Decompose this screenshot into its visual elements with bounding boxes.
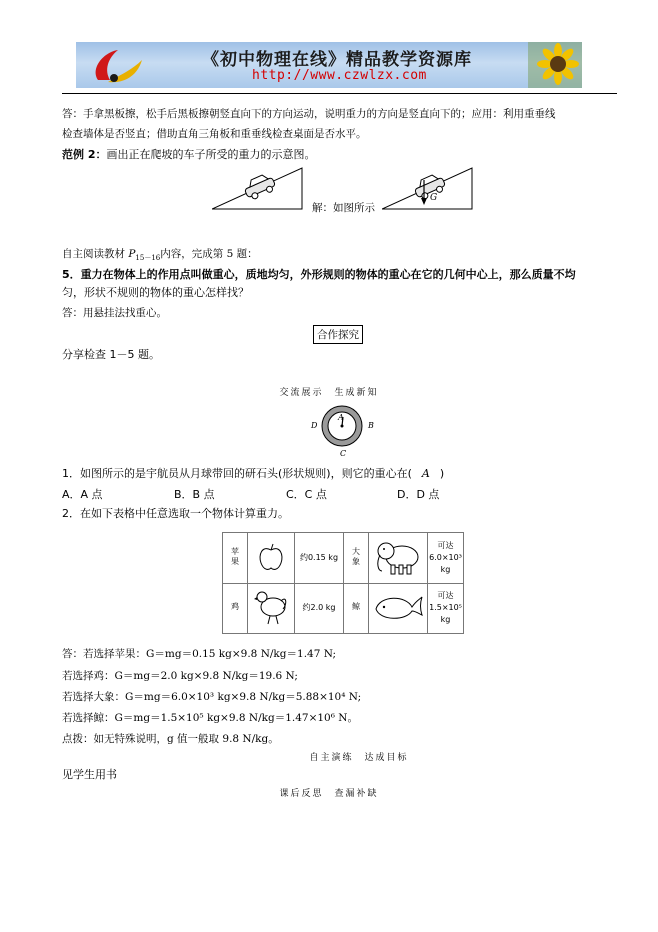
banner-url[interactable]: http://www.czwlzx.com	[252, 68, 427, 83]
coop-heading: 合作探究	[313, 325, 363, 344]
section-reflection: 课后反思 查漏补缺	[279, 789, 379, 799]
whale-icon	[372, 589, 424, 625]
apple-icon	[256, 541, 286, 573]
point-d-label: D	[311, 421, 318, 430]
q5-answer: 答：用悬挂法找重心。	[62, 307, 167, 319]
header-banner	[76, 42, 582, 88]
example2-text: 画出正在爬坡的车子所受的重力的示意图。	[106, 148, 316, 161]
gravity-label: G	[430, 193, 438, 203]
example2	[62, 146, 315, 162]
student-book-note: 见学生用书	[62, 768, 117, 781]
elephant-label: 大象	[351, 546, 361, 567]
section-exchange: 交流展示 生成新知	[279, 388, 379, 398]
example2-solution-label: 解：如图所示	[312, 202, 375, 214]
slope-car-gravity-figure	[382, 166, 474, 210]
elephant-value-prefix: 可达	[437, 540, 454, 550]
whale-label: 鲸	[351, 602, 361, 613]
section-self-practice: 自主演练 达成目标	[309, 753, 409, 763]
solution-apple: 答：若选择苹果：G＝mg＝0.15 kg×9.8 N/kg＝1.47 N;	[62, 648, 337, 660]
answer1-line2: 检查墙体是否竖直；借助直角三角板和重垂线检查桌面是否水平。	[62, 128, 367, 140]
point-b-label: B	[368, 421, 374, 430]
whale-value-prefix: 可达	[437, 591, 454, 601]
point-c-label: C	[340, 449, 347, 458]
q1-option-d: D．D 点	[397, 488, 440, 501]
solution-elephant: 若选择大象：G＝mg＝6.0×10³ kg×9.8 N/kg＝5.88×10⁴ N;	[62, 691, 362, 703]
q1-option-b: B．B 点	[174, 488, 215, 501]
apple-label: 苹果	[230, 546, 240, 567]
share-check: 分享检查 1－5 题。	[62, 348, 160, 361]
q1-question: 1．如图所示的是宇航员从月球带回的研石头(形状规则)，则它的重心在( A )	[62, 467, 445, 480]
reading-instruction: 自主阅读教材 $P_{15-16}$内容，完成第 5 题：	[62, 248, 258, 263]
chicken-icon	[253, 587, 289, 627]
q1-answer: A	[421, 467, 430, 480]
header-rule	[62, 93, 617, 94]
q1-option-c: C．C 点	[286, 488, 327, 501]
chicken-value: 约2.0 kg	[295, 583, 344, 634]
solution-chicken: 若选择鸡：G＝mg＝2.0 kg×9.8 N/kg＝19.6 N;	[62, 670, 298, 682]
q5-line2: 匀，形状不规则的物体的重心怎样找？	[62, 286, 249, 299]
logo-icon	[84, 46, 144, 86]
solution-tip: 点拨：如无特殊说明，g 值一般取 9.8 N/kg。	[62, 733, 279, 745]
answer1-line1: 答：手拿黑板擦，松手后黑板擦朝竖直向下的方向运动，说明重力的方向是竖直向下的；应用：利用重垂线	[62, 108, 556, 120]
whale-value: 1.5×10⁵ kg	[429, 603, 462, 625]
slope-car-figure	[212, 166, 304, 210]
q1-option-a: A．A 点	[62, 488, 103, 501]
elephant-icon	[372, 535, 424, 579]
q5-line1: 5．重力在物体上的作用点叫做重心，质地均匀，外形规则的物体的重心在它的几何中心上，那么质量不均	[62, 268, 576, 281]
solution-whale: 若选择鲸：G＝mg＝1.5×10⁵ kg×9.8 N/kg＝1.47×10⁶ N。	[62, 712, 358, 724]
chicken-label: 鸡	[230, 602, 240, 613]
q2-question: 2．在如下表格中任意选取一个物体计算重力。	[62, 507, 289, 520]
example2-label: 范例 2：	[62, 148, 107, 161]
apple-value: 约0.15 kg	[295, 533, 344, 584]
objects-table	[222, 532, 464, 634]
point-a-label: A	[338, 413, 344, 422]
elephant-value: 6.0×10³ kg	[429, 552, 462, 574]
sunflower-icon	[528, 42, 582, 88]
banner-title: 《初中物理在线》精品教学资源库	[202, 50, 472, 70]
